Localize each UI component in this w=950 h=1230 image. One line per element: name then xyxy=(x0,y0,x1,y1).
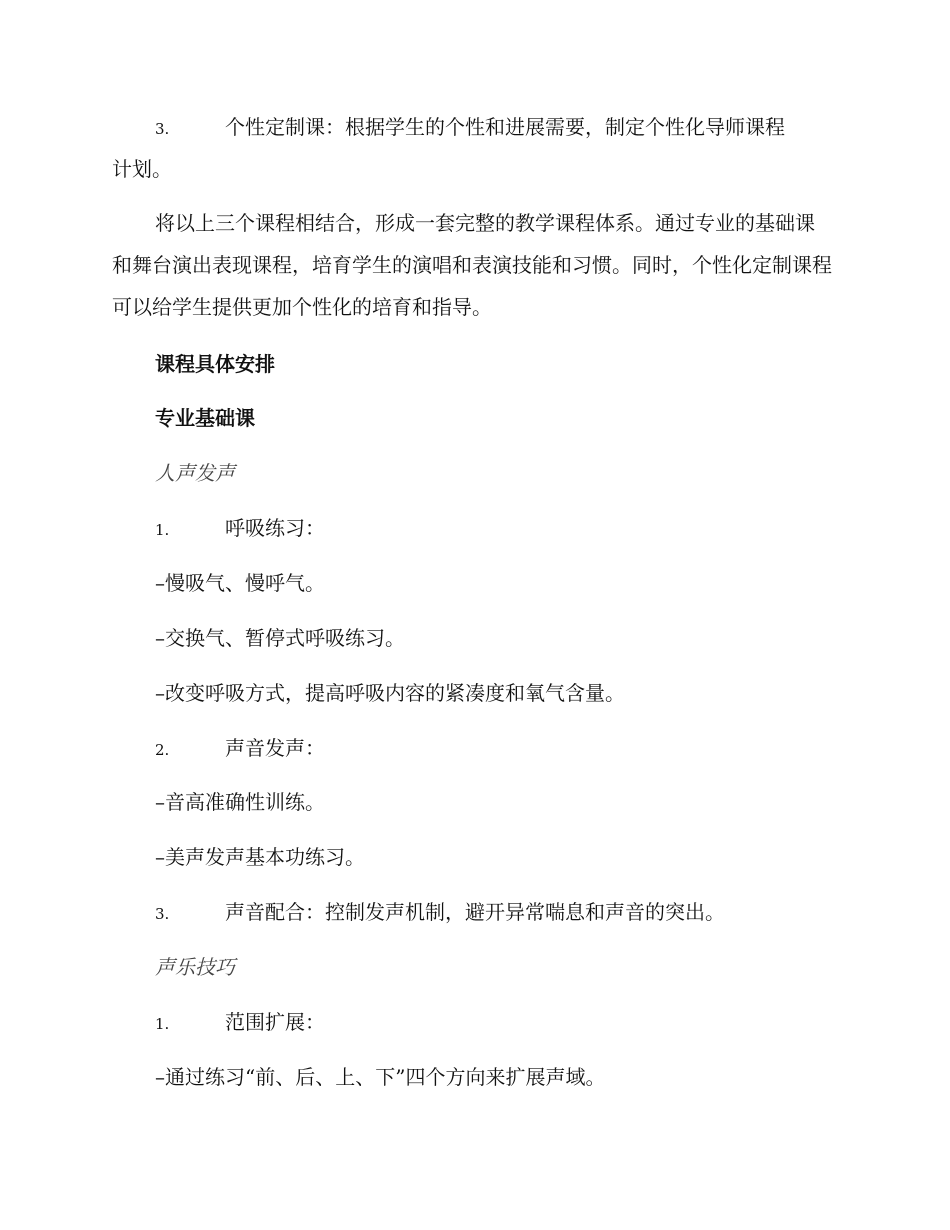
subheading-technique: 声乐技巧 xyxy=(155,955,235,979)
list-item-continuation xyxy=(112,155,172,183)
list-item-range xyxy=(155,1008,325,1038)
list-text: 呼吸练习： xyxy=(225,516,325,540)
list-number: 3. xyxy=(155,905,170,923)
list-text-continued: 计划。 xyxy=(112,157,172,181)
list-item-sound xyxy=(155,734,325,764)
list-text: 个性定制课：根据学生的个性和进展需要，制定个性化导师课程 xyxy=(225,115,785,139)
list-number: 1. xyxy=(155,521,170,539)
bullet-item: –美声发声基本功练习。 xyxy=(155,845,365,869)
bullet-item: –交换气、暂停式呼吸练习。 xyxy=(155,626,405,650)
list-text: 声音配合：控制发声机制，避开异常喘息和声音的突出。 xyxy=(225,900,725,924)
bullet-item: –通过练习“前、后、上、下”四个方向来扩展声域。 xyxy=(155,1065,606,1089)
bullet-item: –慢吸气、慢呼气。 xyxy=(155,571,325,595)
list-text: 声音发声： xyxy=(225,736,325,760)
subheading-voice: 人声发声 xyxy=(155,461,235,485)
summary-paragraph: 将以上三个课程相结合，形成一套完整的教学课程体系。通过专业的基础课和舞台演出表现课程，培育学生的演唱和表演技能和习惯。同时，个性化定制课程可以给学生提供更加个性化的培育和指导。 xyxy=(112,211,832,319)
list-text: 范围扩展： xyxy=(225,1010,325,1034)
section-heading-basic: 专业基础课 xyxy=(155,406,255,430)
list-item-coordination xyxy=(155,898,725,928)
list-item-personal-course xyxy=(155,113,785,143)
section-heading-schedule: 课程具体安排 xyxy=(155,352,275,376)
list-number: 2. xyxy=(155,741,170,759)
bullet-item: –改变呼吸方式，提高呼吸内容的紧凑度和氧气含量。 xyxy=(155,681,625,705)
list-number: 3. xyxy=(155,120,170,138)
list-number: 1. xyxy=(155,1015,170,1033)
list-item-breathing xyxy=(155,514,325,544)
bullet-item: –音高准确性训练。 xyxy=(155,790,325,814)
